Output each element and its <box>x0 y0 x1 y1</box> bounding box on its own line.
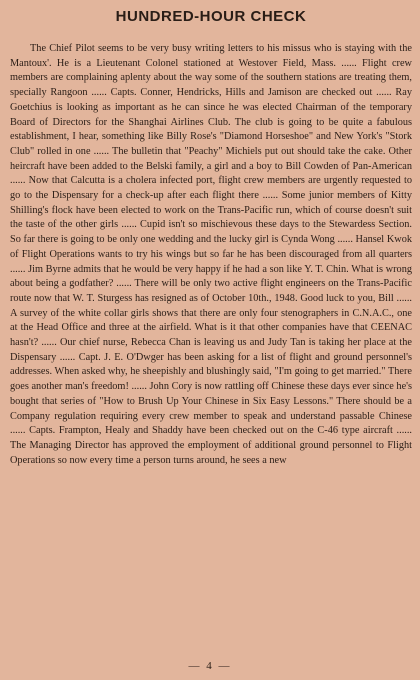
page-number <box>0 660 420 672</box>
page-number-text: — 4 — <box>188 660 232 672</box>
page-title: HUNDRED-HOUR CHECK <box>115 8 307 25</box>
article-body: The Chief Pilot seems to be very busy writing letters to his missus who is staying with the Mantoux'. He is a Lieutenant Colonel stationed at Westover Field, Mass. ...... Flight crew members are complaining aplenty about the way some of the southern stations are treating them, specially Rangoon ...... Capts. Conner, Hendricks, Hills and Jamison are checked out ...... Ray Goetchius is looking as important as he can since he was elected Chairman of the temporary Board of Directors for the Shanghai Airlines Club. The club is going to be quite a fabulous establishment, I hear, something like Billy Rose's "Diamond Horseshoe" and New York's "Stork Club" rolled in one ...... The bulletin that "Peachy" Michiels put out should take the cake. Other heircraft have been added to the Belski family, a girl and a boy to Bill Cowden of Pan-American ...... Now that Calcutta is a cholera infected port, flight crew members are urgently requested to go to the Dispensary for a check-up after each flight there ...... Some junior members of Kitty Shilling's flock have been elected to work on the Trans-Pacific run, which of course doesn't suit the taste of the other girls ...... Cupid isn't so mischievous these days to the Stewardess Section. So far there is going to be only one wedding and the lucky girl is Cynda Wong ...... Hansel Kwok of Flight Operations wants to try his wings but so far he has been discouraged from all quarters ...... Jim Byrne admits that he would be very happy if he had a son like Y. T. Chin. What is wrong about being a godfather? ...... There will be only two active flight engineers on the Trans-Pacific route now that W. T. Sturgess has resigned as of October 10th., 1948. Good luck to you, Bill ...... A survey of the white collar girls shows that there are only four stenographers in C.N.A.C., one at the Head Office and three at the airfield. What is it that other companies have that CEENAC hasn't? ...... Our chief nurse, Rebecca Chan is leaving us and Judy Tan is taking her place at the Dispensary ...... Capt. J. E. O'Dwger has been asking for a list of flight and ground personnel's addresses. When asked why, he sheepishly and blushingly said, "I'm going to get married." There goes another man's freedom! ...... John Cory is now rattling off Chinese these days ever since he's bought that series of "How to Brush Up Your Chinese in Six Easy Lessons." There should be a Company regulation requiring every crew member to speak and understand passable Chinese ...... Capts. Frampton, Healy and Shaddy have been checked out on the C-46 type aircraft ...... The Managing Director has approved the employment of additional ground personnel to Flight Operations so now every time a person turns around, he sees a new <box>10 43 412 466</box>
